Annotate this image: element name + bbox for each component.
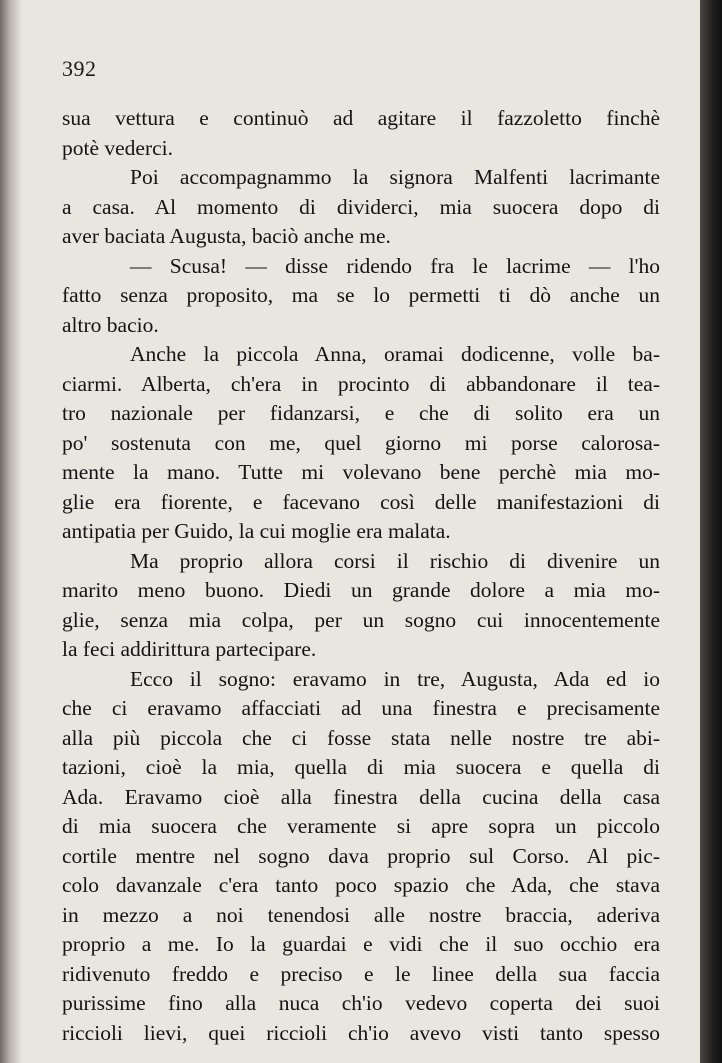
text-line: in mezzo a noi tenendosi alle nostre braccia, aderiva <box>62 902 660 927</box>
spine-shadow <box>0 0 22 1063</box>
text-line: Ada. Eravamo cioè alla finestra della cucina della casa <box>62 784 660 809</box>
body-text <box>62 104 660 1048</box>
text-line: potè vederci. <box>62 135 174 160</box>
text-line: proprio a me. Io la guardai e vidi che il suo occhio era <box>62 932 660 956</box>
text-line: glie era fiorente, e facevano così delle manifestazioni di <box>62 489 660 514</box>
text-line: aver baciata Augusta, baciò anche me. <box>62 224 391 248</box>
text-line: alla più piccola che ci fosse stata nelle nostre tre abi- <box>62 725 660 750</box>
text-line: riccioli lievi, quei riccioli ch'io avevo visti tanto spesso <box>62 1020 660 1045</box>
text-line: cortile mentre nel sogno dava proprio sul Corso. Al pic- <box>62 843 660 868</box>
text-line: la feci addirittura partecipare. <box>62 637 317 661</box>
text-line: ridivenuto freddo e preciso e le linee della sua faccia <box>62 961 660 986</box>
text-line: purissime fino alla nuca ch'io vedevo coperta dei suoi <box>62 991 660 1015</box>
page-edge <box>700 0 722 1063</box>
page-number: 392 <box>62 56 97 81</box>
text-line: a casa. Al momento di dividerci, mia suocera dopo di <box>62 194 660 219</box>
text-line: Anche la piccola Anna, oramai dodicenne, volle ba- <box>130 342 660 366</box>
text-line: altro bacio. <box>62 312 159 337</box>
text-line: — Scusa! — disse ridendo fra le lacrime — l'ho <box>130 253 660 278</box>
text-line: che ci eravamo affacciati ad una finestra e precisamente <box>62 696 660 720</box>
text-line: fatto senza proposito, ma se lo permetti ti dò anche un <box>62 283 660 307</box>
text-line: tazioni, cioè la mia, quella di mia suocera e quella di <box>62 755 660 779</box>
text-line: colo davanzale c'era tanto poco spazio che Ada, che stava <box>62 873 660 897</box>
text-line: di mia suocera che veramente si apre sopra un piccolo <box>62 814 660 838</box>
text-line: glie, senza mia colpa, per un sogno cui innocentemente <box>62 607 660 632</box>
text-line: marito meno buono. Diedi un grande dolore a mia mo- <box>62 578 660 602</box>
text-line: Ma proprio allora corsi il rischio di divenire un <box>130 548 660 573</box>
text-line: po' sostenuta con me, quel giorno mi porse calorosa- <box>62 430 660 455</box>
text-line: antipatia per Guido, la cui moglie era malata. <box>62 519 451 543</box>
text-line: Poi accompagnammo la signora Malfenti lacrimante <box>130 165 660 189</box>
text-line: mente la mano. Tutte mi volevano bene perchè mia mo- <box>62 460 660 484</box>
text-line: ciarmi. Alberta, ch'era in procinto di abbandonare il tea- <box>62 371 660 396</box>
text-line: sua vettura e continuò ad agitare il fazzoletto finchè <box>62 106 660 130</box>
text-line: Ecco il sogno: eravamo in tre, Augusta, Ada ed io <box>130 666 660 691</box>
text-line: tro nazionale per fidanzarsi, e che di solito era un <box>62 401 660 425</box>
